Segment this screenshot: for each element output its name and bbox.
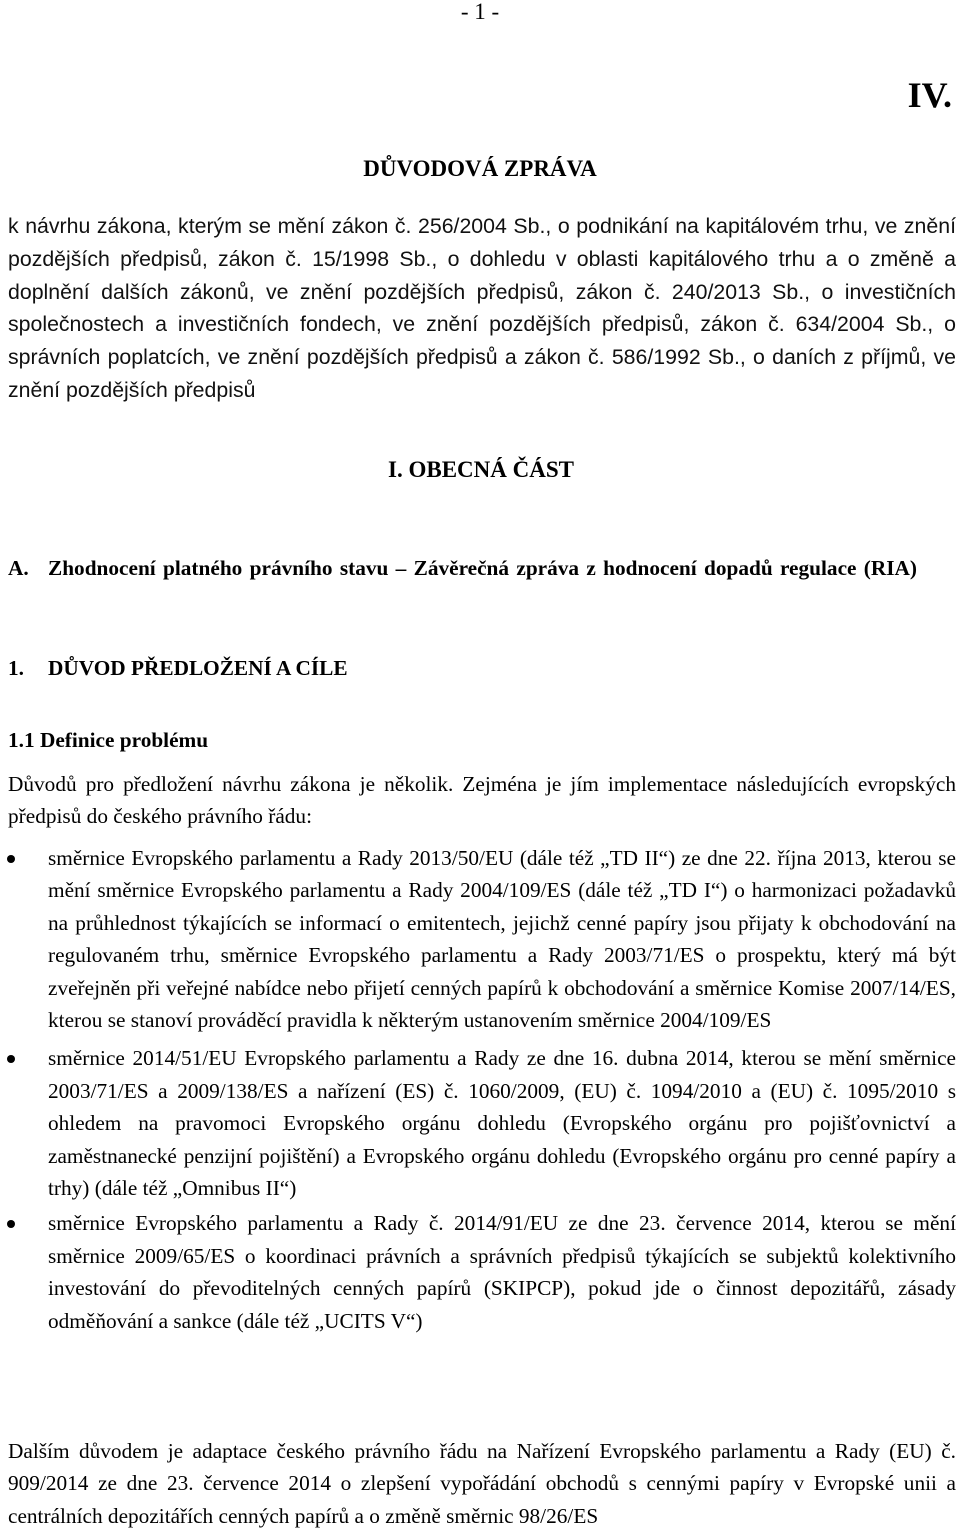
subsection-letter: A. — [8, 556, 29, 580]
document-title: DŮVODOVÁ ZPRÁVA — [363, 156, 597, 181]
list-item-text: směrnice Evropského parlamentu a Rady č. 2014/91/EU ze dne 23. července 2014, kterou se mění směrnice 2009/65/ES o koordinaci právních a správních předpisů týkajících se subjektů kolektivního investování do převoditelných cenných papírů (SKIPCP), pokud jde o činnost depozitářů, zásady odměňování a sankce (dále též „UCITS V“) — [48, 1211, 956, 1333]
list-item-text: směrnice 2014/51/EU Evropského parlamentu a Rady ze dne 16. dubna 2014, kterou se mění směrnice 2003/71/ES a 2009/138/ES a nařízení (ES) č. 1060/2009, (EU) č. 1094/2010 a (EU) č. 1095/2010 s ohledem na pravomoci Evropského orgánu dohledu (Evropského orgánu pro pojišťovnictví a zaměstnanecké penzijní pojištění) a Evropského orgánu dohledu (Evropského orgánu pro cenné papíry a trhy) (dále též „Omnibus II“) — [48, 1046, 956, 1201]
list-item — [8, 1042, 956, 1204]
heading-1-number: 1. — [8, 656, 24, 680]
list-item-text: směrnice Evropského parlamentu a Rady 2013/50/EU (dále též „TD II“) ze dne 22. října 2013, kterou se mění směrnice Evropského parlamentu a Rady 2004/109/ES (dále též „TD I“) o harmonizaci požadavků na průhlednost týkajících se informací o emitentech, jejichž cenné papíry jsou přijaty k obchodování na regulovaném trhu, směrnice Evropského parlamentu a Rady 2003/71/ES o prospektu, který má být zveřejněn při veřejné nabídce nebo přijetí cenných papírů k obchodování a směrnice Komise 2007/14/ES, kterou se stanoví prováděcí pravidla k některým ustanovením směrnice 2004/109/ES — [48, 846, 956, 1033]
subsection-heading-a — [8, 552, 956, 585]
section-heading-text: I. OBECNÁ ČÁST — [388, 457, 574, 482]
bullet-icon — [7, 1220, 15, 1228]
document-subtitle: k návrhu zákona, kterým se mění zákon č. 256/2004 Sb., o podnikání na kapitálovém trhu, ve znění pozdějších předpisů, zákon č. 15/1998 Sb., o dohledu v oblasti kapitálového trhu a o změně a doplnění dalších zákonů, ve znění pozdějších předpisů, zákon č. 240/2013 Sb., o investičních společnostech a investičních fondech, ve znění pozdějších předpisů, zákon č. 634/2004 Sb., o správních poplatcích, ve znění pozdějších předpisů a zákon č. 586/1992 Sb., o daních z příjmů, ve znění pozdějších předpisů — [8, 214, 956, 402]
section-heading — [0, 455, 960, 485]
page-number: - 1 - — [460, 0, 500, 24]
bullet-icon — [7, 855, 15, 863]
heading-1 — [8, 652, 956, 685]
bullet-icon — [7, 1055, 15, 1063]
paragraph-1: Důvodů pro předložení návrhu zákona je několik. Zejména je jím implementace následujících evropských předpisů do českého právního řádu: — [8, 772, 956, 829]
heading-1-1: 1.1 Definice problému — [8, 728, 209, 752]
directive-list — [8, 842, 956, 1337]
subsection-text: Zhodnocení platného právního stavu – Závěrečná zpráva z hodnocení dopadů regulace (RIA) — [48, 556, 918, 580]
list-item — [8, 1207, 956, 1337]
list-item — [8, 842, 956, 1036]
heading-1-text: DŮVOD PŘEDLOŽENÍ A CÍLE — [48, 656, 348, 680]
part-mark: IV. — [907, 75, 952, 115]
paragraph-2: Dalším důvodem je adaptace českého právního řádu na Nařízení Evropského parlamentu a Rady (EU) č. 909/2014 ze dne 23. července 2014 o zlepšení vypořádání obchodů s cennými papíry v Evropské unii a centrálních depozitářích cenných papírů a o změně směrnic 98/26/ES — [8, 1439, 956, 1528]
